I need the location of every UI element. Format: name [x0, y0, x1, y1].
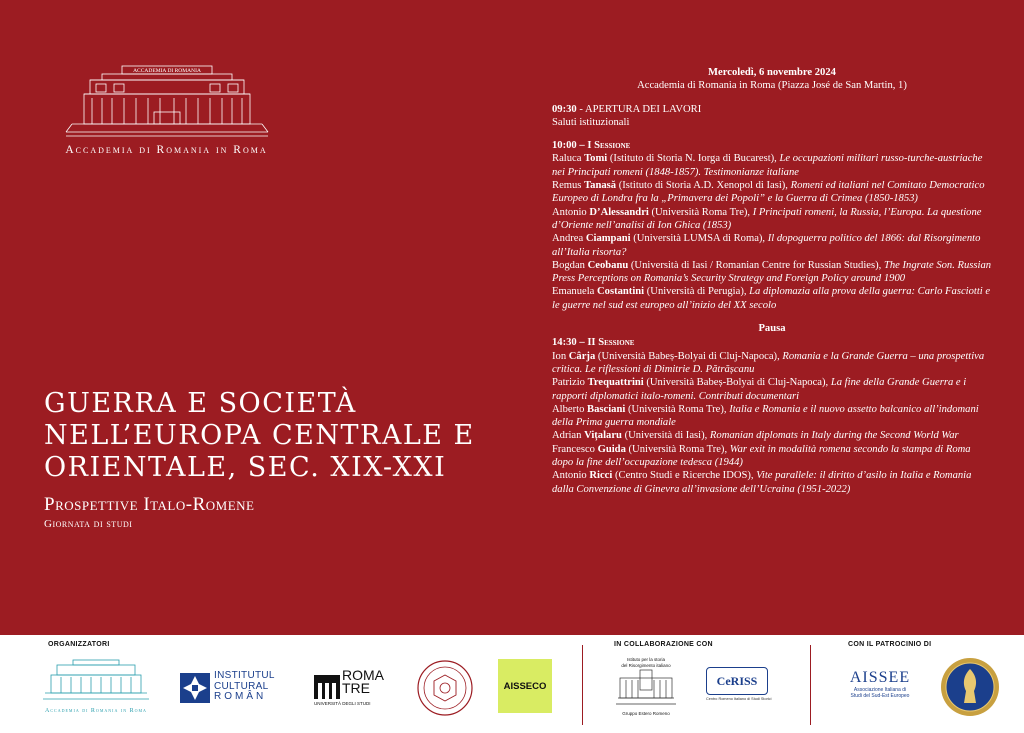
icr-cross-icon	[180, 673, 210, 703]
speaker-affiliation: (Università Babeș-Bolyai di Cluj-Napoca),	[597, 350, 780, 362]
medal-icon	[940, 657, 1000, 717]
speaker-last-name: D’Alessandri	[589, 206, 649, 218]
talk-title: Il dopoguerra politico del 1866: dal Risorgimento all’Italia risorta?	[552, 233, 981, 258]
opening-title: APERTURA DEI LAVORI	[584, 103, 702, 115]
program	[552, 66, 992, 496]
speaker-first-name: Andrea	[552, 233, 584, 245]
ceriss-name: CeRISS	[706, 667, 768, 695]
talk-title: Le occupazioni militari russo-turche-austriache nei Principati romeni (1848-1857). Testimonianze italiane	[552, 153, 983, 178]
talk-item	[552, 443, 992, 470]
speaker-last-name: Cârja	[568, 350, 596, 362]
speaker-first-name: Antonio	[552, 206, 587, 218]
talk-title: War exit in modalità romena secondo la stampa di Roma dopo la fine dell’occupazione tedesca (1944)	[552, 443, 971, 469]
speaker-affiliation: (Centro Studi e Ricerche IDOS),	[615, 470, 754, 482]
footer-divider	[582, 645, 583, 725]
aissee-logo	[838, 669, 922, 699]
accademia-footer-name: Accademia di Romania in Roma	[45, 708, 147, 714]
talk-item	[552, 259, 992, 286]
talk-item	[552, 152, 992, 179]
talk-item	[552, 403, 992, 430]
speaker-affiliation: (Istituto di Storia N. Iorga di Bucarest),	[609, 153, 777, 165]
organizers-label: ORGANIZZATORI	[48, 641, 110, 648]
talk-item	[552, 350, 992, 377]
talk-item	[552, 206, 992, 233]
risorgimento-title: Istituto per la storia del Risorgimento italiano	[621, 657, 671, 668]
talk-item	[552, 179, 992, 206]
program-header	[552, 66, 992, 93]
speaker-affiliation: (Università di Iasi / Romanian Centre for Russian Studies),	[630, 259, 882, 271]
talk-title: Romeni ed italiani nel Comitato Democratico Europeo di Londra fra la „Primavera dei Popoli” e la Guerra di Crimea (1850-1853)	[552, 180, 985, 205]
university-seal-logo	[416, 659, 474, 722]
talk-title: La fine della Grande Guerra e i rapporti diplomatici italo-romeni. Contributi documentari	[552, 377, 967, 402]
pause-label: Pausa	[758, 323, 786, 335]
title-block	[44, 388, 484, 530]
session-1-talks	[552, 152, 992, 312]
speaker-first-name: Antonio	[552, 470, 587, 482]
vittoriano-icon	[616, 668, 676, 706]
risorgimento-logo	[610, 657, 682, 716]
speaker-first-name: Raluca	[552, 153, 582, 165]
talk-title: Romania e la Grande Guerra – una prospettiva critica. Le riflessioni di Dimitrie D. Pătrășcanu	[552, 350, 985, 375]
icr-logo	[180, 671, 280, 707]
seal-icon	[416, 659, 474, 717]
speaker-first-name: Ion	[552, 350, 567, 362]
speaker-last-name: Guida	[597, 443, 626, 455]
talk-title: La diplomazia alla prova della guerra: Carlo Fasciotti e le guerre nel sud est europeo all’inizio del XX secolo	[552, 286, 991, 311]
opening-time: 09:30	[552, 103, 577, 115]
talk-item	[552, 429, 992, 442]
roma-tre-arch-icon	[314, 675, 340, 699]
icr-text: INSTITUTUL CULTURAL ROMÂN	[214, 670, 275, 702]
session-2-talks	[552, 350, 992, 496]
speaker-affiliation: (Università Babeș-Bolyai di Cluj-Napoca),	[646, 377, 829, 389]
session-2	[552, 336, 992, 496]
talk-item	[552, 285, 992, 312]
speaker-last-name: Ceobanu	[587, 259, 629, 271]
building-icon	[62, 62, 272, 138]
risorgimento-sub: Gruppo Estero Romeno	[622, 711, 670, 716]
subtitle: Prospettive Italo-Romene	[44, 494, 255, 515]
collaboration-label: IN COLLABORAZIONE CON	[614, 641, 713, 648]
speaker-last-name: Ciampani	[585, 233, 631, 245]
speaker-affiliation: (Università LUMSA di Roma),	[633, 233, 766, 245]
speaker-last-name: Tanasă	[584, 180, 617, 192]
sponsors-footer	[0, 635, 1024, 733]
speaker-affiliation: (Università di Perugia),	[646, 286, 747, 298]
accademia-logo	[44, 62, 289, 156]
event-venue: Accademia di Romania in Roma (Piazza José de San Martin, 1)	[637, 80, 907, 92]
patronage-medal-logo	[940, 657, 1000, 722]
speaker-first-name: Remus	[552, 180, 582, 192]
building-icon	[41, 657, 151, 703]
opening-subtitle: Saluti istituzionali	[552, 116, 630, 128]
patronage-label: CON IL PATROCINIO DI	[848, 641, 932, 648]
opening-slot: 09:30 - APERTURA DEI LAVORI Saluti istituzionali	[552, 103, 992, 130]
talk-title: I Principati romeni, la Russia, l’Europa. La questione d’Oriente nell’analisi di Ion Ghica (1853)	[552, 206, 982, 231]
speaker-last-name: Tomi	[584, 153, 608, 165]
main-title: GUERRA E SOCIETÀ NELL’EUROPA CENTRALE E ORIENTALE, SEC. XIX-XXI	[44, 388, 475, 483]
speaker-affiliation: (Università Roma Tre),	[651, 206, 751, 218]
accademia-name: Accademia di Romania in Roma	[65, 144, 268, 156]
talk-title: Vite parallele: il diritto d’asilo in Italia e Romania dalla Convenzione di Ginevra all’invasione dell’Ucraina (1951-2022)	[552, 470, 972, 495]
speaker-affiliation: (Università Roma Tre),	[628, 443, 728, 455]
building-sign: ACCADEMIA DI ROMANIA	[132, 68, 201, 74]
session-2-title: 14:30 – II Sessione	[552, 337, 635, 349]
event-date: Mercoledì, 6 novembre 2024	[708, 67, 836, 78]
accademia-footer-logo	[36, 657, 156, 714]
ceriss-sub: Centro Romeno Italiano di Studi Storici	[706, 697, 772, 701]
speaker-affiliation: (Istituto di Storia A.D. Xenopol di Iasi),	[618, 180, 788, 192]
footer-divider	[810, 645, 811, 725]
speaker-first-name: Adrian	[552, 430, 582, 442]
speaker-last-name: Costantini	[597, 286, 645, 298]
speaker-last-name: Vițalaru	[584, 430, 622, 442]
session-1	[552, 139, 992, 312]
speaker-first-name: Bogdan	[552, 259, 585, 271]
talk-title: The Ingrate Son. Russian Press Perceptions on Romania’s Security Strategy and Foreign Policy around 1900	[552, 259, 992, 285]
aissee-name: AISSEE	[849, 669, 911, 686]
speaker-first-name: Francesco	[552, 443, 595, 455]
talk-item	[552, 469, 992, 496]
speaker-affiliation: (Università Roma Tre),	[627, 403, 727, 415]
roma-tre-logo	[314, 667, 384, 709]
speaker-first-name: Alberto	[552, 403, 585, 415]
ceriss-logo	[706, 667, 772, 707]
roma-tre-text: ROMA TRE	[342, 667, 384, 696]
speaker-last-name: Ricci	[589, 470, 613, 482]
aissee-sub: Associazione Italiana di Studi del Sud-Est Europeo	[850, 687, 910, 699]
speaker-last-name: Trequattrini	[587, 377, 644, 389]
speaker-last-name: Basciani	[587, 403, 626, 415]
roma-tre-sub: UNIVERSITÀ DEGLI STUDI	[314, 701, 371, 706]
talk-item	[552, 376, 992, 403]
event-type: Giornata di studi	[44, 518, 133, 530]
session-1-title: 10:00 – I Sessione	[552, 140, 631, 152]
talk-title: Italia e Romania e il nuovo assetto balcanico all’indomani della Prima guerra mondiale	[552, 403, 979, 429]
aisseco-logo: AISSECO	[498, 659, 552, 713]
speaker-affiliation: (Università di Iasi),	[624, 430, 708, 442]
speaker-first-name: Patrizio	[552, 377, 585, 389]
speaker-first-name: Emanuela	[552, 286, 595, 298]
talk-item	[552, 232, 992, 259]
talk-title: Romanian diplomats in Italy during the Second World War	[709, 430, 959, 442]
